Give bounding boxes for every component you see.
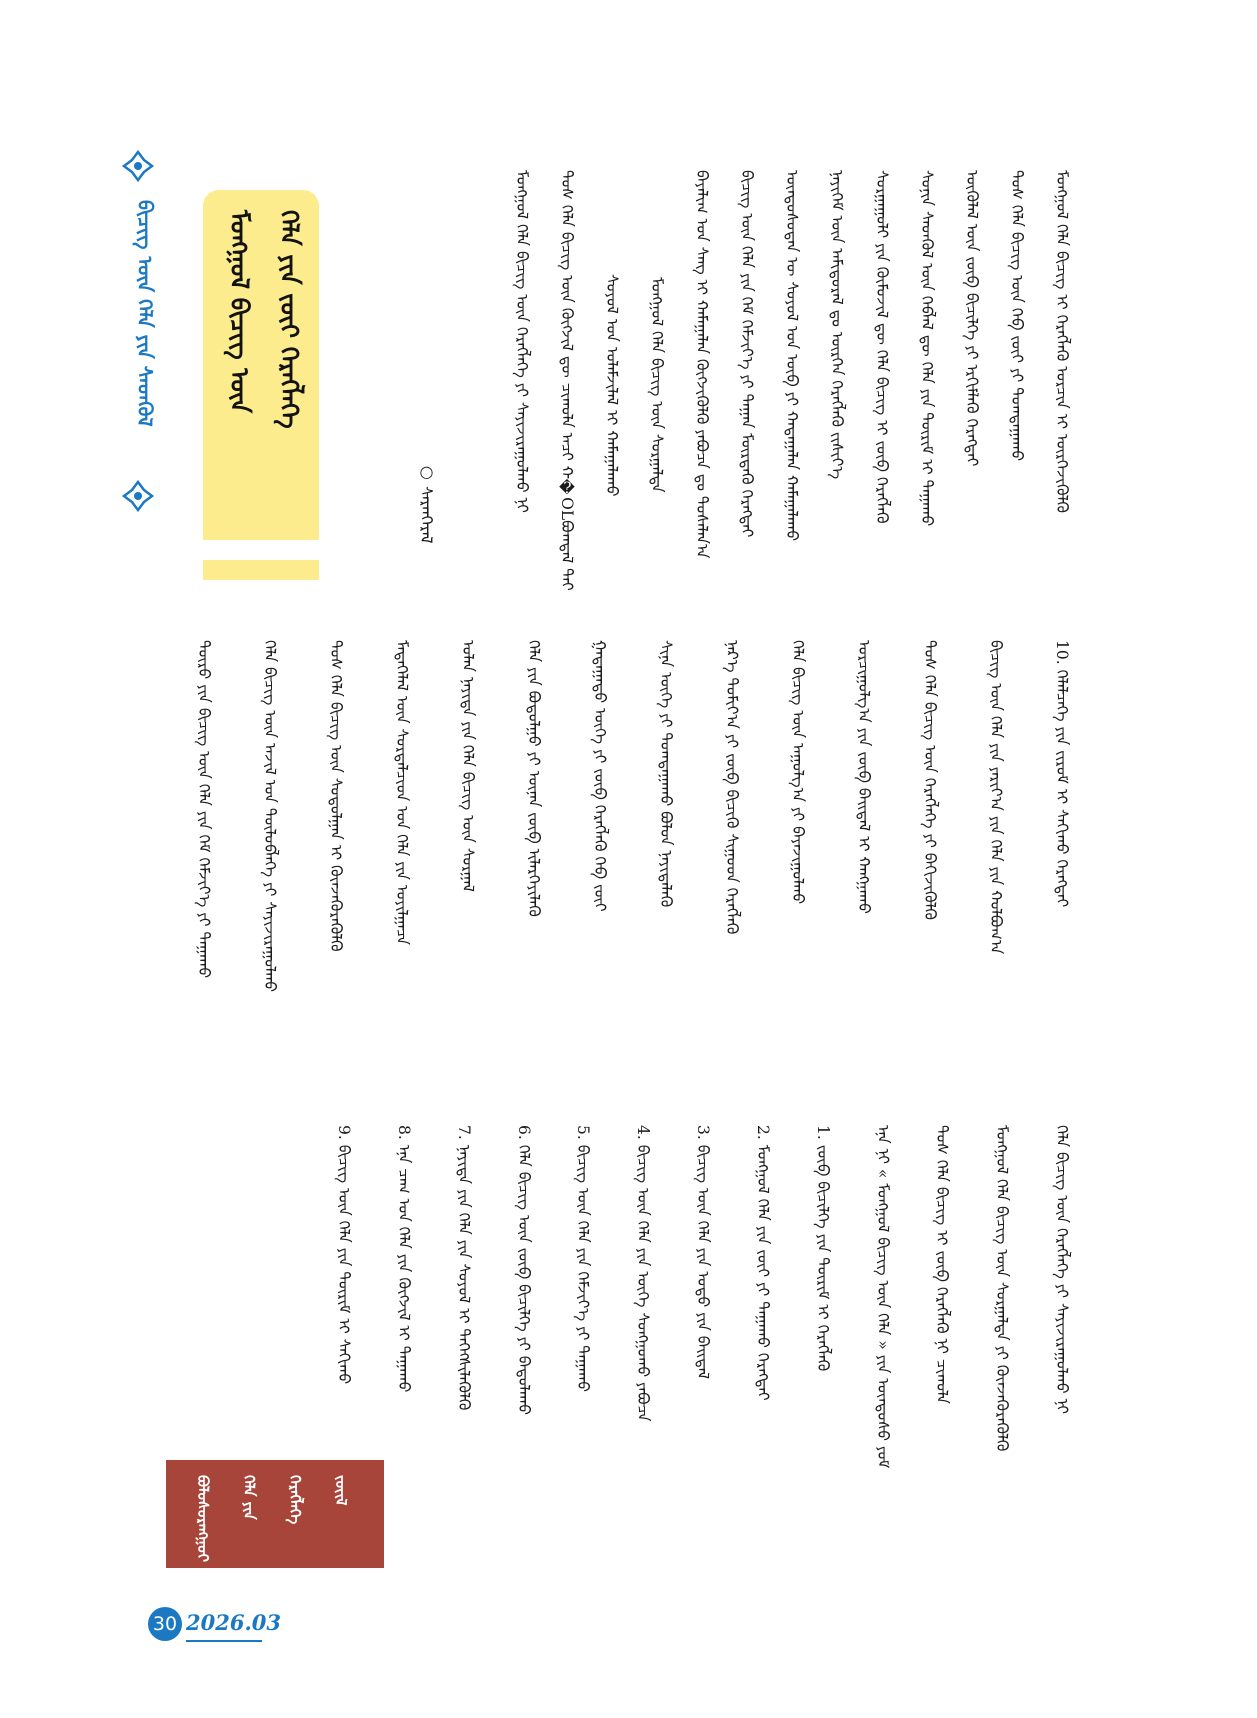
- text-column: ᠨᠡᠶᠢᠭᠡᠮ ᠦᠨ ᠠᠮᠢᠳᠤᠷᠠᠯ ᠳᠤ ᠥᠷᠭᠡᠨ ᠬᠡᠷᠡᠭᠯᠡᠬᠦ ᠵᠢᠰᠢᠶ᠎ᠡ: [828, 170, 846, 480]
- ornament-icon: [122, 480, 154, 512]
- magazine-title: ᠪᠢᠴᠢᠭ᠌ ᠦᠨ ᠬᠡᠯᠡ ᠶᠢᠨ ᠰᠡᠳᠬᠦᠯ: [133, 200, 157, 427]
- text-column: 8. ᠡᠨᠡ ᠴᠠᠭ ᠤᠨ ᠬᠡᠯᠡ ᠶᠢᠨ ᠬᠥᠭᠵᠢᠯ ᠢ ᠳᠠᠭᠠᠬᠤ: [395, 1125, 413, 1393]
- text-column: ᠪᠢᠴᠢᠭ᠌ ᠦᠨ ᠬᠡᠯᠡ ᠶᠢᠨ ᠶᠠᠷᠢᠶ᠎ᠠ ᠶᠢᠨ ᠬᠡᠯᠡ ᠶᠢᠨ ᠬᠣᠯᠪᠣᠭ᠎ᠠ: [987, 640, 1005, 955]
- text-column: 9. ᠪᠢᠴᠢᠭ᠌ ᠦᠨ ᠬᠡᠯᠡ ᠶᠢᠨ ᠳᠦᠷᠢᠮ ᠢ ᠰᠠᠬᠢᠬᠤ: [335, 1125, 353, 1385]
- text-column: ᠲᠤᠰ ᠬᠡᠯᠡ ᠪᠢᠴᠢᠭ᠌ ᠦᠨ ᠬᠡᠪ ᠵᠦᠢ ᠶᠢ ᠲᠣᠭᠲᠠᠭᠠᠬᠤ: [1008, 170, 1026, 462]
- text-column: ᠭᠠᠳᠠᠭᠠᠳᠤ ᠦᠭᠡ ᠶᠢ ᠵᠥᠪ ᠬᠡᠷᠡᠭᠯᠡᠬᠦ ᠬᠡᠪ ᠵᠦᠢ: [591, 640, 609, 912]
- text-column: 3. ᠪᠢᠴᠢᠭ᠌ ᠦᠨ ᠬᠡᠯᠡ ᠶᠢᠨ ᠣᠳᠣ ᠶᠢᠨ ᠪᠠᠢᠳᠠᠯ: [694, 1125, 712, 1380]
- text-column: ᠬᠡᠯᠡ ᠶᠢᠨ ᠪᠣᠳᠣᠯᠭᠣ ᠶᠢ ᠦᠨᠡᠨ ᠵᠥᠪ ᠢᠯᠡᠷᠬᠡᠶᠢᠯᠡᠬᠦ: [525, 640, 543, 917]
- text-column: ᠰᠢᠨᠡ ᠦᠭᠡ ᠶᠢ ᠲᠣᠭᠲᠠᠭᠠᠬᠤ ᠪᠣᠯᠤᠨ ᠨᠡᠶᠢᠲᠡᠯᠡᠬᠦ: [657, 640, 675, 908]
- ornament-icon: [122, 150, 154, 182]
- text-column: ᠲᠤᠰ ᠬᠡᠯᠡ ᠪᠢᠴᠢᠭ᠌ ᠦᠨ ᠬᠥᠭᠵᠢᠯ ᠳᠦ ᠴᠢᠬᠤᠯᠠ ᠠᠴᠢ ᠬ�OLᠪᠣᠭᠳᠠᠯ ᠲᠠᠢ: [558, 170, 576, 591]
- callout-line: ᠪᠣᠯᠣᠰᠤᠷᠠᠩᠭᠤᠢ: [194, 1475, 212, 1563]
- text-column: ᠪᠢᠴᠢᠭ᠌ ᠦᠨ ᠬᠡᠯᠡ ᠶᠢᠨ ᠬᠡᠮ ᠬᠡᠮᠵᠢᠶ᠎ᠡ ᠶᠢ ᠳᠠᠭᠠᠨ ᠮᠦᠷᠳᠡᠬᠦ ᠬᠡᠷᠡᠭᠲᠡᠢ: [738, 170, 756, 538]
- text-column: 6. ᠬᠡᠯᠡ ᠪᠢᠴᠢᠭ᠌ ᠦᠨ ᠵᠥᠪ ᠪᠢᠴᠢᠯᠭᠡ ᠶᠢ ᠪᠠᠲᠤᠯᠠᠬᠤ: [515, 1125, 533, 1415]
- text-column: ᠨᠡᠷ᠎ᠡ ᠲᠣᠮᠢᠶ᠎ᠠ ᠶᠢ ᠵᠥᠪ ᠪᠢᠴᠢᠬᠦ ᠰᠢᠭ᠋ᠤᠳ ᠬᠡᠷᠡᠭᠯᠡᠬᠦ: [723, 640, 741, 935]
- text-column: 4. ᠪᠢᠴᠢᠭ᠌ ᠦᠨ ᠬᠡᠯᠡ ᠶᠢᠨ ᠦᠭᠡ ᠰᠣᠩᠭᠣᠬᠤ ᠶᠠᠪᠤᠴᠠ: [634, 1125, 652, 1422]
- text-column: ᠬᠡᠯᠡ ᠪᠢᠴᠢᠭ᠌ ᠦᠨ ᠠᠵᠢᠯ ᠤᠨ ᠲᠥᠯᠦᠪᠯᠡᠭᠡ ᠶᠢ ᠰᠠᠶᠢᠵᠢᠷᠠᠭᠤᠯᠬᠤ: [261, 640, 279, 992]
- callout-line: ᠬᠡᠷᠡᠭᠯᠡᠭᠡ: [286, 1475, 304, 1525]
- text-column: ᠪᠠᠶᠠᠯᠢᠭ ᠤᠨ ᠰᠠᠩ ᠢ ᠬᠠᠮᠠᠭᠠᠯᠠᠨ ᠬᠥᠭᠵᠢᠭᠦᠯᠬᠦ ᠶᠠᠪᠤᠴᠠ ᠳᠤ ᠲᠤᠰᠠᠯᠠᠨ᠎ᠠ: [693, 170, 711, 559]
- text-column: ᠦᠨᠳᠦᠰᠦᠲᠡᠨ ᠦ ᠰᠣᠶᠣᠯ ᠤᠨ ᠥᠪ ᠶᠢ ᠬᠠᠳᠠᠭᠠᠯᠠᠨ ᠬᠠᠮᠠᠭᠠᠯᠠᠬᠤ: [783, 170, 801, 542]
- text-column: ᠰᠤᠷᠭᠠᠭᠤᠯᠢ ᠶᠢᠨ ᠬᠦᠮᠦᠵᠢᠯ ᠳᠦ ᠬᠡᠯᠡ ᠪᠢᠴᠢᠭ᠌ ᠢ ᠵᠥᠪ ᠬᠡᠷᠡᠭᠯᠡᠬᠦ: [873, 170, 891, 524]
- text-column: ᠲᠥᠷᠦ ᠶᠢᠨ ᠪᠢᠴᠢᠭ᠌ ᠦᠨ ᠬᠡᠯᠡ ᠶᠢᠨ ᠬᠡᠮ ᠬᠡᠮᠵᠢᠶ᠎ᠡ ᠶᠢ ᠳᠠᠭᠠᠬᠤ: [195, 640, 213, 979]
- issue-underline: [186, 1640, 262, 1642]
- text-column: ᠰᠣᠶᠣᠯ ᠤᠨ ᠤᠯᠠᠮᠵᠢᠯᠠᠯ ᠢ ᠬᠠᠮᠠᠭᠠᠯᠠᠬᠤ: [603, 273, 621, 497]
- text-column: ᠣᠷᠴᠢᠭᠤᠯᠭ᠎ᠠ ᠶᠢᠨ ᠵᠥᠪ ᠪᠠᠢᠳᠠᠯ ᠢ ᠬᠠᠩᠭᠠᠬᠤ: [855, 640, 873, 914]
- page-number-badge: 30: [148, 1607, 182, 1641]
- text-column: ᠲᠤᠰ ᠬᠡᠯᠡ ᠪᠢᠴᠢᠭ᠌ ᠦᠨ ᠬᠡᠷᠡᠭᠯᠡᠭᠡ ᠶᠢ ᠪᠡᠬᠢᠵᠢᠭᠦᠯᠬᠦ: [921, 640, 939, 921]
- text-column: ᠮᠣᠩᠭᠣᠯ ᠬᠡᠯᠡ ᠪᠢᠴᠢᠭ᠌ ᠦᠨ ᠰᠤᠷᠭᠠᠯᠲᠠ ᠶᠢ ᠭᠦᠨᠵᠡᠭᠦᠷᠡᠭᠦᠯᠬᠦ: [993, 1125, 1011, 1452]
- text-column: ᠲᠤᠰ ᠬᠡᠯᠡ ᠪᠢᠴᠢᠭ᠌ ᠦᠨ ᠰᠤᠳᠤᠯᠭᠠᠨ ᠢ ᠭᠦᠨᠵᠡᠭᠦᠷᠡᠭᠦᠯᠬᠦ: [327, 640, 345, 952]
- text-column: 10. ᠬᠡᠯᠡᠯᠴᠡᠭᠡ ᠶᠢᠨ ᠵᠢᠷᠤᠮ ᠢ ᠰᠠᠬᠢᠬᠤ ᠬᠡᠷᠡᠭᠲᠡᠢ: [1053, 640, 1071, 908]
- text-column: 5. ᠪᠢᠴᠢᠭ᠌ ᠦᠨ ᠬᠡᠯᠡ ᠶᠢᠨ ᠬᠡᠮᠵᠢᠶ᠎ᠡ ᠶᠢ ᠳᠠᠭᠠᠬᠤ: [574, 1125, 592, 1392]
- title-accent-strip: [203, 560, 319, 580]
- text-column: ᠮᠣᠩᠭᠣᠯ ᠬᠡᠯᠡ ᠪᠢᠴᠢᠭ᠌ ᠦᠨ ᠬᠡᠷᠡᠭᠯᠡᠭᠡ ᠶᠢ ᠰᠠᠶᠢᠵᠢᠷᠠᠭᠤᠯᠬᠤ ᠨᠢ: [513, 170, 531, 513]
- article-author: ○ ᠰᠠᠷᠠᠨᠭᠡᠷᠡᠯ: [417, 462, 436, 544]
- text-column: ᠥᠭᠦᠯᠡᠯ ᠦᠨ ᠵᠥᠪ ᠪᠢᠴᠢᠯᠭᠡ ᠶᠢ ᠡᠷᠬᠢᠮᠯᠡᠬᠦ ᠬᠡᠷᠡᠭᠲᠡᠢ: [963, 170, 981, 467]
- text-column: ᠮᠣᠩᠭᠣᠯ ᠬᠡᠯᠡ ᠪᠢᠴᠢᠭ᠌ ᠦᠨ ᠰᠤᠷᠭᠠᠯᠲᠠ: [648, 277, 666, 493]
- text-column: 1. ᠵᠥᠪ ᠪᠢᠴᠢᠯᠭᠡ ᠶᠢᠨ ᠳᠦᠷᠢᠮ ᠢ ᠬᠡᠷᠡᠭᠯᠡᠬᠦ: [814, 1125, 832, 1372]
- text-column: 7. ᠨᠡᠶᠢᠲᠡ ᠶᠢᠨ ᠬᠡᠯᠡ ᠶᠢᠨ ᠰᠣᠶᠣᠯ ᠢ ᠳᠡᠭᠡᠭᠰᠢᠯᠡᠭᠦᠯᠬᠦ: [455, 1125, 473, 1411]
- callout-line: ᠬᠡᠯᠡ ᠶᠢᠨ: [240, 1475, 258, 1520]
- text-column: ᠮᠡᠳᠡᠭᠡᠯᠡᠯ ᠦᠨ ᠰᠤᠷᠲᠠᠯᠴᠢᠳ ᠤᠨ ᠬᠡᠯᠡ ᠶᠢᠨ ᠣᠶᠢᠯᠭᠠᠴᠠ: [393, 640, 411, 945]
- text-column: ᠬᠡᠯᠡ ᠪᠢᠴᠢᠭ᠌ ᠦᠨ ᠠᠭᠤᠯᠭ᠎ᠠ ᠶᠢ ᠪᠠᠶᠠᠵᠢᠭᠤᠯᠬᠤ: [789, 640, 807, 905]
- text-column: ᠰᠣᠨᠢᠨ ᠰᠡᠳᠬᠦᠯ ᠦᠨ ᠬᠡᠪᠯᠡᠯ ᠳᠦ ᠬᠡᠯᠡ ᠶᠢᠨ ᠳᠦᠷᠢᠮ ᠢ ᠳᠠᠭᠠᠬᠤ: [918, 170, 936, 527]
- article-title-line: ᠮᠣᠩᠭᠣᠯ ᠪᠢᠴᠢᠭ᠌ ᠦᠨ: [225, 210, 254, 414]
- text-column: ᠮᠣᠩᠭᠣᠯ ᠬᠡᠯᠡ ᠪᠢᠴᠢᠭ᠌ ᠢ ᠬᠡᠷᠡᠭᠯᠡᠬᠦ ᠣᠷᠴᠢᠨ ᠢ ᠥᠷᠭᠡᠵᠢᠭᠦᠯᠬᠦ: [1053, 170, 1071, 514]
- text-column: 2. ᠮᠣᠩᠭᠣᠯ ᠬᠡᠯᠡ ᠶᠢᠨ ᠵᠦᠢ ᠶᠢ ᠳᠠᠭᠠᠬᠤ ᠬᠡᠷᠡᠭᠲᠡᠢ: [754, 1125, 772, 1401]
- text-column: ᠬᠡᠯᠡ ᠪᠢᠴᠢᠭ᠌ ᠦᠨ ᠬᠡᠷᠡᠭᠯᠡᠭᠡ ᠶᠢ ᠰᠠᠶᠢᠵᠢᠷᠠᠭᠤᠯᠬᠤ ᠨᠢ: [1053, 1125, 1071, 1414]
- text-column: ᠡᠨᠡ ᠨᠢ « ᠮᠣᠩᠭᠣᠯ ᠪᠢᠴᠢᠭ᠌ ᠦᠨ ᠬᠡᠯᠡ » ᠶᠢᠨ ᠦᠨᠳᠦᠰᠦ ᠶᠤᠮ: [874, 1125, 892, 1469]
- text-column: ᠲᠤᠰ ᠬᠡᠯᠡ ᠪᠢᠴᠢᠭ᠌ ᠢ ᠵᠥᠪ ᠬᠡᠷᠡᠭᠯᠡᠬᠦ ᠨᠢ ᠴᠢᠬᠤᠯᠠ: [933, 1125, 951, 1404]
- article-title-line: ᠬᠡᠯᠡ ᠶᠢᠨ ᠵᠦᠢ ᠬᠡᠷᠡᠭᠯᠡᠭᠡ: [275, 210, 304, 429]
- issue-number: 2026.03: [186, 1610, 281, 1635]
- text-column: ᠣᠯᠠᠨ ᠨᠡᠶᠢᠲᠡ ᠶᠢᠨ ᠬᠡᠯᠡ ᠪᠢᠴᠢᠭ᠌ ᠦᠨ ᠰᠤᠷᠭᠠᠯ: [459, 640, 477, 892]
- callout-line: ᠵᠦᠢᠯ: [332, 1475, 350, 1506]
